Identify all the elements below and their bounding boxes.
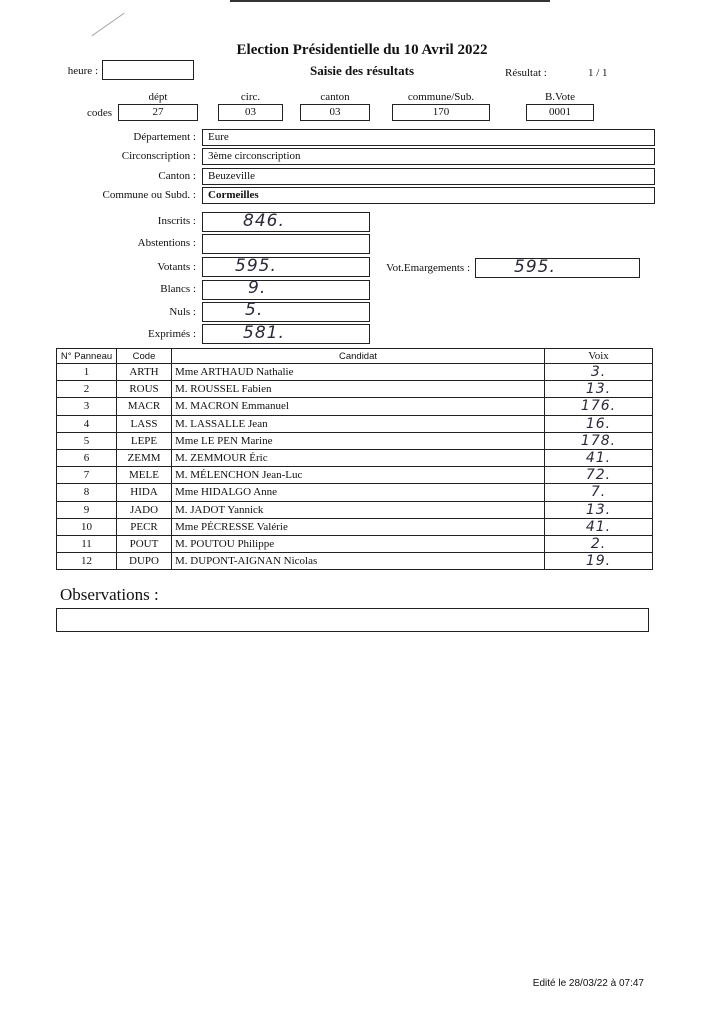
resultat-label: Résultat : (505, 67, 547, 79)
votants-label: Votants : (157, 261, 196, 273)
table-row (57, 415, 653, 432)
code-cell: MACR (117, 398, 172, 415)
panneau-cell: 12 (57, 553, 117, 570)
candidate-cell: M. LASSALLE Jean (172, 415, 545, 432)
table-row (57, 364, 653, 381)
table-row (57, 553, 653, 570)
voix-value: 16. (585, 415, 612, 432)
circ-code[interactable]: 03 (218, 104, 283, 121)
bvote-code[interactable]: 0001 (526, 104, 594, 121)
observations-label: Observations : (60, 585, 159, 604)
candidate-cell: M. JADOT Yannick (172, 501, 545, 518)
table-row (57, 535, 653, 552)
voix-value: 72. (585, 467, 612, 484)
code-cell: POUT (117, 535, 172, 552)
exprimes-value: 581. (243, 323, 285, 343)
candidate-cell: M. ROUSSEL Fabien (172, 381, 545, 398)
bvote-header: B.Vote (544, 91, 576, 103)
page-title: Election Présidentielle du 10 Avril 2022 (236, 42, 488, 58)
voix-cell[interactable] (545, 415, 653, 432)
code-cell: ZEMM (117, 449, 172, 466)
circonscription-field[interactable]: 3ème circonscription (202, 148, 655, 165)
col-header-code: Code (117, 349, 172, 364)
commune-field[interactable]: Cormeilles (202, 187, 655, 204)
heure-field[interactable] (102, 60, 194, 80)
code-cell: DUPO (117, 553, 172, 570)
page-subtitle: Saisie des résultats (310, 63, 414, 78)
nuls-field[interactable] (202, 302, 370, 322)
dept-header: dépt (148, 91, 168, 103)
table-row (57, 484, 653, 501)
voix-cell[interactable] (545, 449, 653, 466)
table-row (57, 501, 653, 518)
panneau-cell: 1 (57, 364, 117, 381)
table-row (57, 449, 653, 466)
code-cell: ARTH (117, 364, 172, 381)
table-row (57, 518, 653, 535)
commune-header: commune/Sub. (407, 91, 475, 103)
candidate-cell: Mme PÉCRESSE Valérie (172, 518, 545, 535)
canton-code[interactable]: 03 (300, 104, 370, 121)
code-cell: PECR (117, 518, 172, 535)
table-row (57, 432, 653, 449)
commune-code[interactable]: 170 (392, 104, 490, 121)
voix-cell[interactable] (545, 467, 653, 484)
candidate-cell: Mme LE PEN Marine (172, 432, 545, 449)
departement-field[interactable]: Eure (202, 129, 655, 146)
circ-header: circ. (240, 91, 261, 103)
abstentions-field[interactable] (202, 234, 370, 254)
codes-label: codes (86, 107, 112, 119)
code-cell: ROUS (117, 381, 172, 398)
emargements-label: Vot.Emargements : (386, 262, 470, 274)
observations-field[interactable] (56, 608, 649, 632)
panneau-cell: 6 (57, 449, 117, 466)
blancs-field[interactable] (202, 280, 370, 300)
voix-value: 178. (580, 432, 617, 449)
panneau-cell: 9 (57, 501, 117, 518)
panneau-cell: 3 (57, 398, 117, 415)
voix-cell[interactable] (545, 432, 653, 449)
table-row (57, 381, 653, 398)
voix-cell[interactable] (545, 553, 653, 570)
code-cell: LEPE (117, 432, 172, 449)
candidate-cell: M. POUTOU Philippe (172, 535, 545, 552)
voix-value: 7. (590, 484, 607, 501)
voix-value: 2. (590, 535, 607, 552)
inscrits-value: 846. (243, 211, 285, 231)
panneau-cell: 4 (57, 415, 117, 432)
voix-cell[interactable] (545, 518, 653, 535)
table-header-row (57, 349, 653, 364)
emargements-value: 595. (514, 257, 556, 277)
table-row (57, 398, 653, 415)
voix-cell[interactable] (545, 364, 653, 381)
panneau-cell: 7 (57, 467, 117, 484)
votants-field[interactable] (202, 257, 370, 277)
nuls-value: 5. (245, 300, 264, 320)
voix-value: 41. (585, 518, 612, 535)
top-rule (230, 0, 550, 2)
code-cell: HIDA (117, 484, 172, 501)
nuls-label: Nuls : (169, 306, 196, 318)
voix-value: 13. (585, 381, 612, 398)
commune-label: Commune ou Subd. : (102, 189, 196, 201)
exprimes-field[interactable] (202, 324, 370, 344)
inscrits-field[interactable] (202, 212, 370, 232)
voix-cell[interactable] (545, 501, 653, 518)
canton-field[interactable]: Beuzeville (202, 168, 655, 185)
voix-value: 19. (585, 553, 612, 570)
exprimes-label: Exprimés : (148, 328, 196, 340)
code-cell: JADO (117, 501, 172, 518)
votants-value: 595. (235, 256, 277, 276)
panneau-cell: 8 (57, 484, 117, 501)
heure-label: heure : (67, 65, 98, 77)
code-cell: LASS (117, 415, 172, 432)
candidate-cell: M. ZEMMOUR Éric (172, 449, 545, 466)
voix-value: 41. (585, 450, 612, 467)
candidate-cell: Mme HIDALGO Anne (172, 484, 545, 501)
canton-header: canton (320, 91, 350, 103)
edited-timestamp: Edité le 28/03/22 à 07:47 (532, 978, 644, 989)
departement-label: Département : (133, 131, 196, 143)
candidate-cell: M. MACRON Emmanuel (172, 398, 545, 415)
blancs-value: 9. (248, 278, 267, 298)
panneau-cell: 10 (57, 518, 117, 535)
panneau-cell: 11 (57, 535, 117, 552)
canton-label: Canton : (158, 170, 196, 182)
candidate-cell: Mme ARTHAUD Nathalie (172, 364, 545, 381)
circonscription-label: Circonscription : (121, 150, 196, 162)
code-cell: MELE (117, 467, 172, 484)
col-header-voix: Voix (545, 349, 653, 364)
voix-value: 176. (580, 398, 617, 415)
panneau-cell: 2 (57, 381, 117, 398)
emargements-field[interactable] (475, 258, 640, 278)
voix-cell[interactable] (545, 381, 653, 398)
col-header-panneau: N° Panneau (57, 349, 117, 364)
voix-value: 3. (590, 364, 607, 381)
panneau-cell: 5 (57, 432, 117, 449)
scan-mark (91, 13, 124, 37)
inscrits-label: Inscrits : (157, 215, 196, 227)
voix-cell[interactable] (545, 535, 653, 552)
table-row (57, 467, 653, 484)
col-header-candidat: Candidat (172, 349, 545, 364)
voix-value: 13. (585, 501, 612, 518)
candidate-cell: M. MÉLENCHON Jean-Luc (172, 467, 545, 484)
dept-code[interactable]: 27 (118, 104, 198, 121)
voix-cell[interactable] (545, 484, 653, 501)
abstentions-label: Abstentions : (137, 237, 196, 249)
voix-cell[interactable] (545, 398, 653, 415)
resultat-value: 1 / 1 (588, 67, 608, 79)
candidate-cell: M. DUPONT-AIGNAN Nicolas (172, 553, 545, 570)
candidates-table (56, 348, 653, 570)
blancs-label: Blancs : (160, 283, 196, 295)
